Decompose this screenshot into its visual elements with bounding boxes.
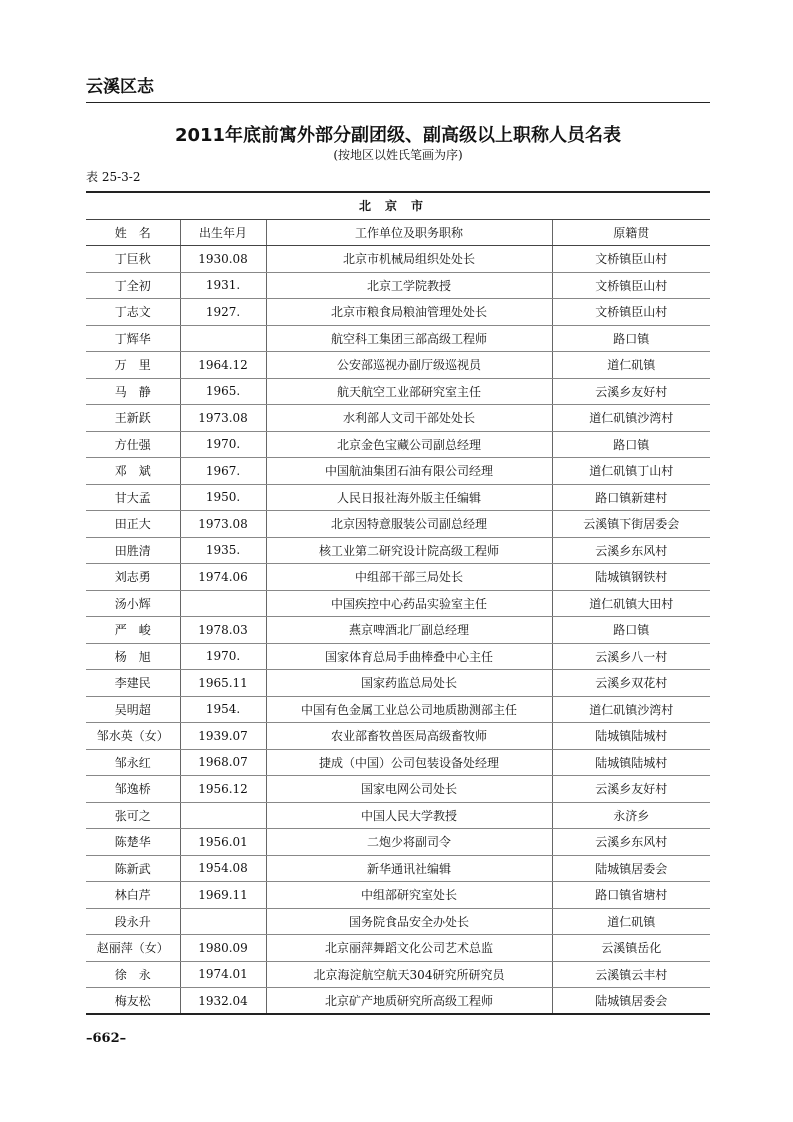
cell-position: 航空科工集团三部高级工程师 <box>266 325 552 352</box>
cell-birth-date: 1980.09 <box>180 935 266 962</box>
cell-name: 甘大孟 <box>86 484 180 511</box>
cell-name: 杨 旭 <box>86 643 180 670</box>
column-header-name: 姓 名 <box>86 219 180 246</box>
cell-name: 吴明超 <box>86 696 180 723</box>
cell-position: 水利部人文司干部处处长 <box>266 405 552 432</box>
table-row <box>86 325 710 352</box>
cell-position: 国务院食品安全办处长 <box>266 908 552 935</box>
cell-position: 北京丽萍舞蹈文化公司艺术总监 <box>266 935 552 962</box>
cell-position: 人民日报社海外版主任编辑 <box>266 484 552 511</box>
cell-birth-date: 1932.04 <box>180 988 266 1015</box>
cell-position: 航天航空工业部研究室主任 <box>266 378 552 405</box>
cell-birth-date: 1969.11 <box>180 882 266 909</box>
cell-origin: 永济乡 <box>552 802 710 829</box>
table-row <box>86 670 710 697</box>
cell-name: 赵丽萍（女） <box>86 935 180 962</box>
cell-name: 田正大 <box>86 511 180 538</box>
cell-name: 方仕强 <box>86 431 180 458</box>
cell-birth-date <box>180 590 266 617</box>
cell-birth-date: 1970. <box>180 643 266 670</box>
cell-position: 中组部研究室处长 <box>266 882 552 909</box>
cell-birth-date <box>180 908 266 935</box>
cell-name: 邓 斌 <box>86 458 180 485</box>
cell-position: 燕京啤酒北厂副总经理 <box>266 617 552 644</box>
cell-name: 王新跃 <box>86 405 180 432</box>
column-header-position: 工作单位及职务职称 <box>266 219 552 246</box>
cell-position: 捷成（中国）公司包装设备处经理 <box>266 749 552 776</box>
cell-position: 中国航油集团石油有限公司经理 <box>266 458 552 485</box>
cell-name: 邹逸桥 <box>86 776 180 803</box>
table-row <box>86 484 710 511</box>
page-number: –662– <box>86 1031 127 1046</box>
table-row <box>86 829 710 856</box>
table-row <box>86 723 710 750</box>
table-row <box>86 458 710 485</box>
cell-birth-date: 1931. <box>180 272 266 299</box>
cell-birth-date: 1935. <box>180 537 266 564</box>
cell-name: 林白芹 <box>86 882 180 909</box>
cell-position: 北京矿产地质研究所高级工程师 <box>266 988 552 1015</box>
cell-origin: 陆城镇钢铁村 <box>552 564 710 591</box>
cell-birth-date: 1967. <box>180 458 266 485</box>
cell-name: 段永升 <box>86 908 180 935</box>
cell-position: 中国疾控中心药品实验室主任 <box>266 590 552 617</box>
table-row <box>86 617 710 644</box>
table-row <box>86 802 710 829</box>
table-row <box>86 935 710 962</box>
cell-birth-date: 1973.08 <box>180 511 266 538</box>
table-row <box>86 405 710 432</box>
table-row <box>86 776 710 803</box>
cell-origin: 云溪乡东风村 <box>552 829 710 856</box>
cell-origin: 云溪乡友好村 <box>552 776 710 803</box>
table-row <box>86 564 710 591</box>
cell-position: 北京海淀航空航天304研究所研究员 <box>266 961 552 988</box>
cell-name: 丁志文 <box>86 299 180 326</box>
table-row <box>86 246 710 273</box>
cell-origin: 道仁矶镇 <box>552 908 710 935</box>
cell-position: 北京市粮食局粮油管理处处长 <box>266 299 552 326</box>
cell-origin: 云溪镇云丰村 <box>552 961 710 988</box>
cell-birth-date: 1965.11 <box>180 670 266 697</box>
column-header-row <box>86 219 710 246</box>
header-rule <box>86 102 710 103</box>
cell-name: 万 里 <box>86 352 180 379</box>
cell-origin: 路口镇新建村 <box>552 484 710 511</box>
table-row <box>86 908 710 935</box>
region-label: 北京市 <box>86 192 710 219</box>
cell-origin: 文桥镇臣山村 <box>552 299 710 326</box>
cell-birth-date: 1939.07 <box>180 723 266 750</box>
table-row <box>86 988 710 1015</box>
cell-position: 新华通讯社编辑 <box>266 855 552 882</box>
cell-birth-date: 1974.01 <box>180 961 266 988</box>
cell-position: 北京因特意服装公司副总经理 <box>266 511 552 538</box>
cell-birth-date: 1964.12 <box>180 352 266 379</box>
cell-birth-date <box>180 325 266 352</box>
cell-name: 刘志勇 <box>86 564 180 591</box>
cell-position: 农业部畜牧兽医局高级畜牧师 <box>266 723 552 750</box>
cell-origin: 道仁矶镇 <box>552 352 710 379</box>
column-header-origin: 原籍贯 <box>552 219 710 246</box>
personnel-table <box>86 191 710 1015</box>
table-row <box>86 272 710 299</box>
cell-origin: 陆城镇居委会 <box>552 855 710 882</box>
cell-name: 李建民 <box>86 670 180 697</box>
cell-birth-date <box>180 802 266 829</box>
table-number: 表 25-3-2 <box>86 170 141 184</box>
document-subtitle: (按地区以姓氏笔画为序) <box>333 148 463 162</box>
table-row <box>86 299 710 326</box>
column-header-birth: 出生年月 <box>180 219 266 246</box>
cell-position: 公安部巡视办副厅级巡视员 <box>266 352 552 379</box>
cell-name: 马 静 <box>86 378 180 405</box>
document-title: 2011年底前寓外部分副团级、副高级以上职称人员名表 <box>174 125 622 146</box>
table-row <box>86 855 710 882</box>
cell-name: 陈新武 <box>86 855 180 882</box>
cell-origin: 路口镇 <box>552 325 710 352</box>
cell-position: 国家药监总局处长 <box>266 670 552 697</box>
cell-origin: 路口镇 <box>552 617 710 644</box>
cell-origin: 道仁矶镇丁山村 <box>552 458 710 485</box>
cell-name: 田胜清 <box>86 537 180 564</box>
cell-birth-date: 1927. <box>180 299 266 326</box>
cell-birth-date: 1968.07 <box>180 749 266 776</box>
table-row <box>86 511 710 538</box>
table-row <box>86 749 710 776</box>
cell-birth-date: 1978.03 <box>180 617 266 644</box>
cell-origin: 文桥镇臣山村 <box>552 246 710 273</box>
cell-position: 国家电网公司处长 <box>266 776 552 803</box>
cell-birth-date: 1950. <box>180 484 266 511</box>
cell-position: 北京市机械局组织处处长 <box>266 246 552 273</box>
table-row <box>86 431 710 458</box>
cell-origin: 路口镇省塘村 <box>552 882 710 909</box>
table-row <box>86 590 710 617</box>
cell-origin: 云溪乡八一村 <box>552 643 710 670</box>
cell-name: 邹永红 <box>86 749 180 776</box>
cell-origin: 道仁矶镇大田村 <box>552 590 710 617</box>
table-row <box>86 643 710 670</box>
cell-position: 北京金色宝藏公司副总经理 <box>266 431 552 458</box>
cell-birth-date: 1956.01 <box>180 829 266 856</box>
cell-position: 中国人民大学教授 <box>266 802 552 829</box>
cell-origin: 陆城镇陆城村 <box>552 723 710 750</box>
cell-birth-date: 1965. <box>180 378 266 405</box>
table-row <box>86 352 710 379</box>
cell-birth-date: 1973.08 <box>180 405 266 432</box>
cell-birth-date: 1970. <box>180 431 266 458</box>
cell-origin: 云溪乡东风村 <box>552 537 710 564</box>
cell-position: 核工业第二研究设计院高级工程师 <box>266 537 552 564</box>
cell-origin: 云溪镇岳化 <box>552 935 710 962</box>
cell-birth-date: 1930.08 <box>180 246 266 273</box>
cell-origin: 陆城镇陆城村 <box>552 749 710 776</box>
cell-name: 陈楚华 <box>86 829 180 856</box>
personnel-table-container <box>86 191 710 1015</box>
table-row <box>86 961 710 988</box>
cell-origin: 云溪镇下街居委会 <box>552 511 710 538</box>
cell-position: 中组部干部三局处长 <box>266 564 552 591</box>
cell-birth-date: 1956.12 <box>180 776 266 803</box>
cell-name: 丁全初 <box>86 272 180 299</box>
cell-name: 汤小辉 <box>86 590 180 617</box>
cell-position: 二炮少将副司令 <box>266 829 552 856</box>
cell-name: 邹水英（女） <box>86 723 180 750</box>
cell-origin: 文桥镇臣山村 <box>552 272 710 299</box>
cell-name: 徐 永 <box>86 961 180 988</box>
cell-origin: 道仁矶镇沙湾村 <box>552 696 710 723</box>
cell-birth-date: 1954.08 <box>180 855 266 882</box>
cell-position: 国家体育总局手曲棒叠中心主任 <box>266 643 552 670</box>
region-row <box>86 192 710 219</box>
table-row <box>86 882 710 909</box>
cell-name: 梅友松 <box>86 988 180 1015</box>
table-row <box>86 696 710 723</box>
cell-origin: 陆城镇居委会 <box>552 988 710 1015</box>
cell-birth-date: 1974.06 <box>180 564 266 591</box>
table-row <box>86 537 710 564</box>
cell-position: 北京工学院教授 <box>266 272 552 299</box>
cell-origin: 云溪乡双花村 <box>552 670 710 697</box>
cell-name: 严 峻 <box>86 617 180 644</box>
table-row <box>86 378 710 405</box>
cell-name: 丁巨秋 <box>86 246 180 273</box>
book-title: 云溪区志 <box>86 77 154 97</box>
cell-origin: 道仁矶镇沙湾村 <box>552 405 710 432</box>
cell-name: 丁辉华 <box>86 325 180 352</box>
cell-origin: 云溪乡友好村 <box>552 378 710 405</box>
cell-birth-date: 1954. <box>180 696 266 723</box>
cell-name: 张可之 <box>86 802 180 829</box>
cell-position: 中国有色金属工业总公司地质勘测部主任 <box>266 696 552 723</box>
cell-origin: 路口镇 <box>552 431 710 458</box>
